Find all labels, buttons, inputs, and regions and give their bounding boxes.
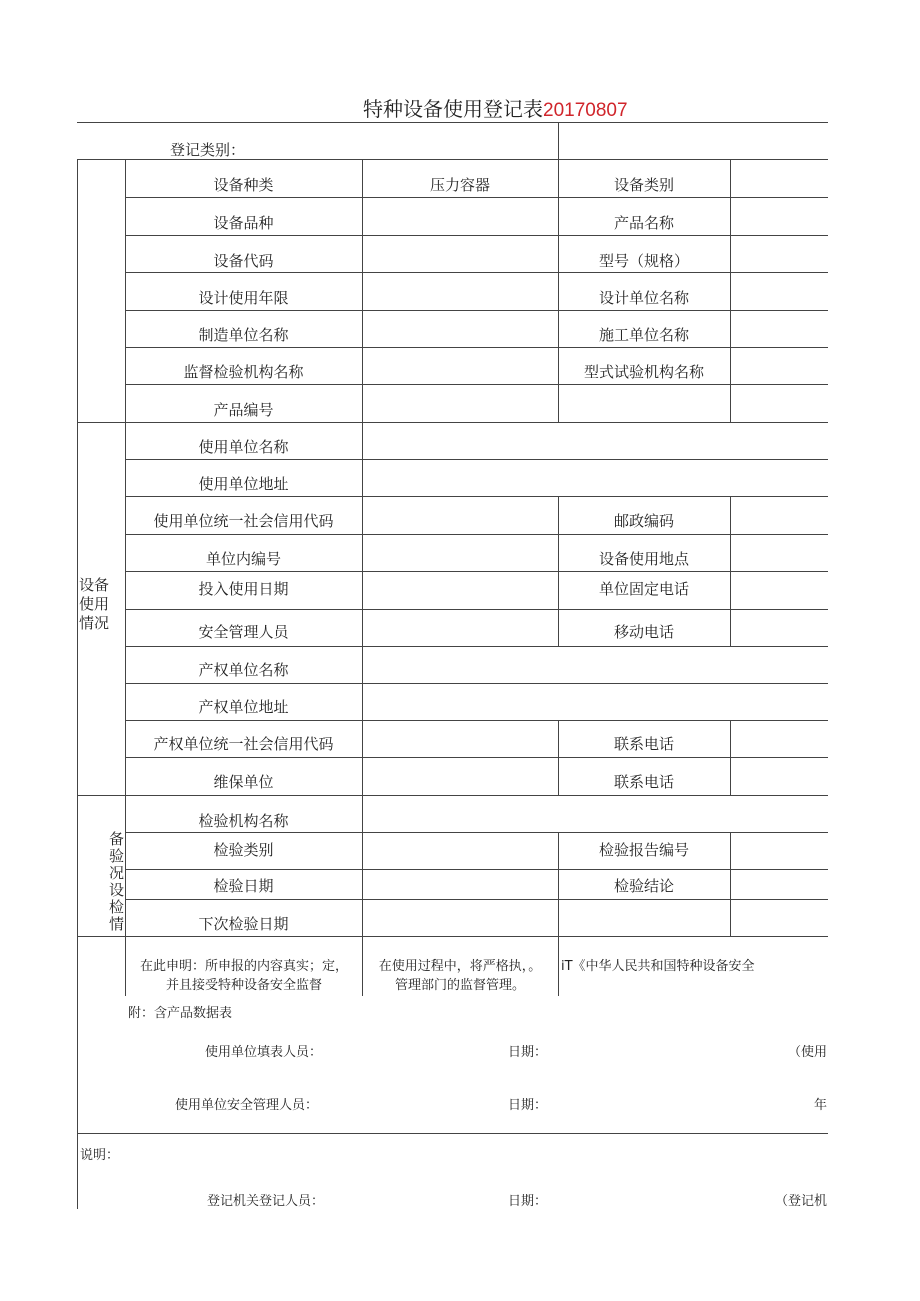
start-date-label: 投入使用日期	[198, 580, 289, 598]
inspection-section-label: 备 验 况 设 检 情	[109, 830, 125, 933]
model-label: 型号（规格）	[598, 252, 689, 270]
safety-manager-label: 安全管理人员	[198, 623, 289, 641]
inspection-date-label: 检验日期	[213, 877, 274, 895]
attachment-note: 附：含产品数据表	[128, 1006, 233, 1021]
usage-section-label: 设备 使用 情况	[79, 576, 110, 632]
contact-phone-label-1: 联系电话	[613, 735, 674, 753]
equipment-variety-label: 设备品种	[213, 214, 274, 232]
declaration-part-2: 在使用过程中，将严格执，。 管理部门的监督管理。	[378, 959, 542, 993]
inspection-org-name-label: 检验机构名称	[198, 812, 289, 830]
product-number-label: 产品编号	[213, 401, 274, 419]
equipment-type-label: 设备种类	[213, 176, 274, 194]
filler-label: 使用单位填表人员：	[205, 1045, 323, 1060]
safety-right-text: 年	[814, 1098, 828, 1113]
registrar-label: 登记机关登记人员：	[207, 1194, 325, 1209]
design-life-label: 设计使用年限	[198, 289, 289, 307]
inspection-type-label: 检验类别	[213, 841, 274, 859]
user-address-label: 使用单位地址	[198, 475, 289, 493]
registrar-right-text: （登记机	[775, 1194, 828, 1209]
registrar-date-label: 日期：	[508, 1194, 548, 1209]
inspection-org-label: 监督检验机构名称	[183, 363, 304, 381]
user-name-label: 使用单位名称	[198, 438, 289, 456]
filler-date-label: 日期：	[508, 1045, 548, 1060]
equipment-code-label: 设备代码	[213, 252, 274, 270]
construction-unit-label: 施工单位名称	[598, 326, 689, 344]
declaration-part-1: 在此申明：所申报的内容真实；定， 并且接受特种设备安全监督	[139, 959, 348, 993]
safety-staff-label: 使用单位安全管理人员：	[175, 1098, 319, 1113]
design-unit-label: 设计单位名称	[598, 289, 689, 307]
fixed-phone-label: 单位固定电话	[598, 580, 689, 598]
inspection-report-number-label: 检验报告编号	[598, 841, 689, 859]
user-credit-code-label: 使用单位统一社会信用代码	[153, 512, 334, 530]
mobile-phone-label: 移动电话	[613, 623, 674, 641]
equipment-category-label: 设备类别	[613, 176, 674, 194]
postal-code-label: 邮政编码	[613, 512, 674, 530]
owner-credit-code-label: 产权单位统一社会信用代码	[153, 735, 334, 753]
manufacturer-label: 制造单位名称	[198, 326, 289, 344]
inspection-conclusion-label: 检验结论	[613, 877, 674, 895]
filler-right-text: （使用	[788, 1045, 828, 1060]
usage-location-label: 设备使用地点	[598, 550, 689, 568]
form-code: 20170807	[543, 100, 628, 121]
title-text: 特种设备使用登记表	[363, 97, 543, 121]
internal-number-label: 单位内编号	[205, 550, 281, 568]
owner-address-label: 产权单位地址	[198, 698, 289, 716]
equipment-type-value: 压力容器	[429, 176, 490, 194]
contact-phone-label-2: 联系电话	[613, 773, 674, 791]
safety-date-label: 日期：	[508, 1098, 548, 1113]
type-test-org-label: 型式试验机构名称	[583, 363, 704, 381]
declaration-part-3: iT《中华人民共和国特种设备安全	[561, 959, 755, 974]
owner-name-label: 产权单位名称	[198, 661, 289, 679]
page-title	[363, 96, 628, 124]
notes-label: 说明：	[80, 1148, 120, 1163]
registration-category-label: 登记类别：	[170, 141, 246, 159]
next-inspection-date-label: 下次检验日期	[198, 915, 289, 933]
maintenance-unit-label: 维保单位	[213, 773, 274, 791]
product-name-label: 产品名称	[613, 214, 674, 232]
